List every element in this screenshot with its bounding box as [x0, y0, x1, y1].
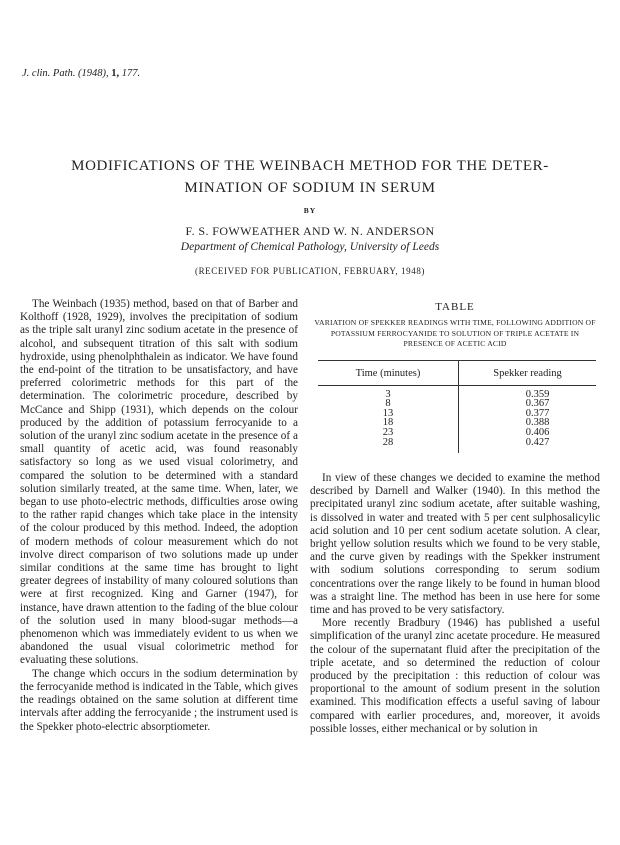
- table-header-row: [318, 361, 596, 386]
- byline-label: BY: [303, 206, 317, 215]
- time-cell: 3: [318, 385, 459, 399]
- article-title-line-1: MODIFICATIONS OF THE WEINBACH METHOD FOR THE DETER-: [71, 158, 549, 174]
- citation-volume: 1,: [111, 68, 120, 79]
- time-cell: 8: [318, 399, 459, 409]
- received-date: (RECEIVED FOR PUBLICATION, FEBRUARY, 1948): [194, 266, 426, 276]
- time-cell: 23: [318, 428, 459, 438]
- journal-citation: [22, 68, 140, 79]
- reading-cell: 0.427: [525, 436, 550, 448]
- right-column: [310, 472, 600, 736]
- paragraph: The Weinbach (1935) method, based on that of Barber and Kolthoff (1928, 1929), involves the precipitation of sodium as the triple salt uranyl zinc sodium acetate in the presence of alcohol, and subsequent titration of this salt with sodium hydroxide, using phenolphthalein as indicator. We have found the end-point of the titration to be unsatisfactory, and have preferred colorimetric methods for this part of the determination. The colorimetric procedure, described by McCance and Shipp (1931), which depends on the colour produced by the addition of potassium ferrocyanide to a solution of the uranyl zinc sodium acetate in the presence of a small quantity of acetic acid, was found reasonably satisfactory so long as we used visual colorimetry, and compared the solution to be determined with a standard solution similarly treated, at the same time. When, later, we began to use photo-electric methods, difficulties arose owing to the rather rapid changes which take place in the intensity of the colour produced by this method. Indeed, the adoption of modern methods of colour measurement which do not involve direct comparison of two solutions made up under similar conditions at the same time has brought to light greater degrees of instability of many coloured solutions than were at first recognized. King and Garner (1947), for instance, have drawn attention to the fading of the blue colour of the solution used in many blood-sugar methods—a phenomenon which was immediately evident to us when we abandoned the usual visual colorimetric method for evaluating these solutions.: [20, 298, 298, 667]
- article-title-line-2: MINATION OF SODIUM IN SERUM: [184, 180, 436, 196]
- table-row: [318, 409, 596, 419]
- table-title: TABLE: [435, 301, 475, 313]
- table-row: [318, 418, 596, 428]
- time-cell: 18: [318, 418, 459, 428]
- reading-cell: 0.367: [525, 398, 550, 410]
- time-cell: 28: [318, 438, 459, 454]
- citation-year: (1948),: [78, 68, 109, 79]
- table-row: [318, 438, 596, 454]
- reading-cell: 0.359: [525, 388, 550, 400]
- spekker-table: [318, 360, 596, 453]
- citation-journal: J. clin. Path.: [22, 68, 76, 79]
- column-header-reading: Spekker reading: [459, 361, 597, 386]
- paragraph: In view of these changes we decided to examine the method described by Darnell and Walker (1940). In this method the precipitated uranyl zinc sodium acetate, after suitable washing, is dissolved in water and treated with 5 per cent sulphosalicylic acid solution and 10 per cent sodium acetate solution. A clear, bright yellow solution results which we found to be very stable, and the curve given by readings with the Spekker instrument with sodium solutions corresponding to serum sodium concentrations over the range likely to be found in human blood was a straight line. The method has been in use here for some time and has proved to be very satisfactory.: [310, 472, 600, 617]
- reading-cell: 0.377: [525, 407, 550, 419]
- table-row: [318, 428, 596, 438]
- left-column: [20, 298, 298, 734]
- column-header-time: Time (minutes): [318, 361, 459, 386]
- table-caption: VARIATION OF SPEKKER READINGS WITH TIME, FOLLOWING ADDITION OF POTASSIUM FERROCYANIDE TO SOLUTION OF TRIPLE ACETATE IN PRESENCE OF ACETIC ACID: [314, 318, 596, 348]
- citation-page: 177.: [121, 68, 141, 79]
- table-row: [318, 399, 596, 409]
- authors: F. S. FOWWEATHER AND W. N. ANDERSON: [185, 224, 435, 238]
- reading-cell: 0.388: [525, 417, 550, 429]
- reading-cell: 0.406: [525, 426, 550, 438]
- department: Department of Chemical Pathology, University of Leeds: [180, 241, 440, 253]
- paragraph: The change which occurs in the sodium determination by the ferrocyanide method is indicated in the Table, which gives the readings obtained on the same solution at different time intervals after adding the ferrocyanide ; the instrument used is the Spekker photo-electric absorptiometer.: [20, 667, 298, 733]
- table-row: [318, 385, 596, 399]
- time-cell: 13: [318, 409, 459, 419]
- paragraph: More recently Bradbury (1946) has published a useful simplification of the uranyl zinc acetate procedure. He measured the colour of the supernatant fluid after the precipitation of the triple acetate, and so determined the reduction of colour produced by the precipitation : this reduction of colour was proportional to the amount of sodium present in the solution examined. This modification effects a useful saving of labour compared with earlier procedures, and, moreover, it avoids possible losses, either mechanical or by solution in: [310, 617, 600, 735]
